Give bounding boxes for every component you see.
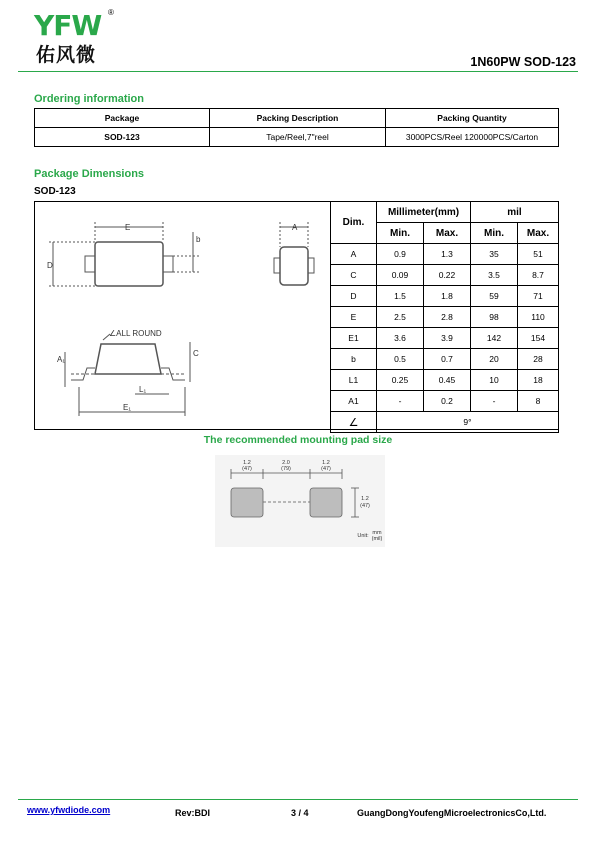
package-subheading: SOD-123 xyxy=(34,186,76,197)
label-all-round: ∠ALL ROUND xyxy=(109,329,162,338)
mil-min-cell: 98 xyxy=(471,307,518,328)
ordering-col-quantity: Packing Quantity xyxy=(386,109,559,128)
dimensions-table xyxy=(330,201,559,433)
mm-max-cell: 0.7 xyxy=(424,349,471,370)
dim-header: Dim. xyxy=(331,202,377,244)
label-A: A xyxy=(292,223,298,232)
mm-max-cell: 0.2 xyxy=(424,391,471,412)
mil-max-cell: 8 xyxy=(518,391,559,412)
label-C: C xyxy=(193,349,199,358)
dim-row-A xyxy=(331,244,559,265)
dim-row-D xyxy=(331,286,559,307)
dim-row-angle xyxy=(331,412,559,433)
mm-min-cell: 3.6 xyxy=(377,328,424,349)
pad-height-mil: (47) xyxy=(360,503,370,509)
unit-bottom: (mil) xyxy=(371,536,383,542)
footer-divider xyxy=(18,799,578,800)
dim-row-E xyxy=(331,307,559,328)
top-view-body xyxy=(95,242,163,286)
dim-cell: E xyxy=(331,307,377,328)
mil-min-cell: - xyxy=(471,391,518,412)
dim-row-C xyxy=(331,265,559,286)
mm-max-cell: 1.8 xyxy=(424,286,471,307)
mm-min-cell: 0.25 xyxy=(377,370,424,391)
logo-registered-mark: ® xyxy=(108,8,114,17)
mounting-heading: The recommended mounting pad size xyxy=(203,434,393,446)
mil-max-cell: 154 xyxy=(518,328,559,349)
mil-max-header: Max. xyxy=(518,223,559,244)
mil-min-cell: 142 xyxy=(471,328,518,349)
mounting-pad-drawing xyxy=(215,455,385,547)
top-view-lead-left xyxy=(85,256,95,272)
mil-header: mil xyxy=(471,202,559,223)
label-D: D xyxy=(47,261,53,270)
page-number: 3 / 4 xyxy=(291,808,309,818)
mm-min-cell: - xyxy=(377,391,424,412)
package-outline-drawing xyxy=(35,202,329,428)
mm-min-cell: 0.5 xyxy=(377,349,424,370)
angle-symbol: ∠ xyxy=(331,412,377,433)
millimeter-header: Millimeter(mm) xyxy=(377,202,471,223)
dim-row-b xyxy=(331,349,559,370)
ordering-table xyxy=(34,108,559,147)
mil-min-cell: 59 xyxy=(471,286,518,307)
mil-max-cell: 28 xyxy=(518,349,559,370)
dim-cell: A xyxy=(331,244,377,265)
dim-cell: b xyxy=(331,349,377,370)
ordering-header-row xyxy=(35,109,559,128)
ordering-col-description: Packing Description xyxy=(210,109,386,128)
label-A1: A₁ xyxy=(57,355,66,364)
mil-min-cell: 10 xyxy=(471,370,518,391)
mm-max-cell: 3.9 xyxy=(424,328,471,349)
dim-cell: A1 xyxy=(331,391,377,412)
company-name: GuangDongYoufengMicroelectronicsCo,Ltd. xyxy=(357,808,547,818)
dim-row-A1 xyxy=(331,391,559,412)
ordering-col-package: Package xyxy=(35,109,210,128)
unit-label: Unit: xyxy=(357,533,369,539)
end-view-body xyxy=(280,247,308,285)
mil-min-header: Min. xyxy=(471,223,518,244)
unit-top: mm xyxy=(372,530,382,536)
dim-row-E1 xyxy=(331,328,559,349)
pad-width-right-mm: 1.2 xyxy=(322,460,330,466)
dim-cell: C xyxy=(331,265,377,286)
mil-max-cell: 8.7 xyxy=(518,265,559,286)
package-heading: Package Dimensions xyxy=(34,168,145,180)
mil-min-cell: 3.5 xyxy=(471,265,518,286)
mm-max-cell: 1.3 xyxy=(424,244,471,265)
ordering-heading: Ordering information xyxy=(34,93,144,105)
mil-max-cell: 71 xyxy=(518,286,559,307)
mm-min-header: Min. xyxy=(377,223,424,244)
ordering-cell-quantity: 3000PCS/Reel 120000PCS/Carton xyxy=(386,128,559,147)
mm-min-cell: 0.09 xyxy=(377,265,424,286)
label-b: b xyxy=(196,235,201,244)
ordering-row xyxy=(35,128,559,147)
revision: Rev:BDI xyxy=(175,808,211,818)
dim-cell: L1 xyxy=(331,370,377,391)
mil-min-cell: 35 xyxy=(471,244,518,265)
label-L1: L₁ xyxy=(139,385,147,394)
pad-width-mil: (47) xyxy=(242,466,252,472)
pad-left xyxy=(231,488,263,517)
pad-width-right-mil: (47) xyxy=(321,466,331,472)
pad-gap-mil: (79) xyxy=(281,466,291,472)
logo: YFW xyxy=(34,9,102,42)
mm-max-cell: 0.22 xyxy=(424,265,471,286)
pad-width-mm: 1.2 xyxy=(243,460,251,466)
mm-max-header: Max. xyxy=(424,223,471,244)
ordering-cell-description: Tape/Reel,7"reel xyxy=(210,128,386,147)
pad-height-mm: 1.2 xyxy=(361,496,369,502)
side-view-body xyxy=(95,344,161,374)
mil-max-cell: 51 xyxy=(518,244,559,265)
document-title: 1N60PW SOD-123 xyxy=(470,55,576,69)
website-link[interactable]: www.yfwdiode.com xyxy=(27,805,111,815)
mm-min-cell: 0.9 xyxy=(377,244,424,265)
mm-max-cell: 0.45 xyxy=(424,370,471,391)
dim-row-L1 xyxy=(331,370,559,391)
pad-right xyxy=(310,488,342,517)
label-E: E xyxy=(125,223,131,232)
mil-max-cell: 18 xyxy=(518,370,559,391)
mm-max-cell: 2.8 xyxy=(424,307,471,328)
top-view-lead-right xyxy=(163,256,173,272)
dim-cell: E1 xyxy=(331,328,377,349)
header-divider xyxy=(18,71,578,72)
dim-cell: D xyxy=(331,286,377,307)
mil-max-cell: 110 xyxy=(518,307,559,328)
pad-gap-mm: 2.0 xyxy=(282,460,290,466)
label-E1: E₁ xyxy=(123,403,132,412)
mil-min-cell: 20 xyxy=(471,349,518,370)
mm-min-cell: 2.5 xyxy=(377,307,424,328)
angle-value: 9° xyxy=(377,412,559,433)
mm-min-cell: 1.5 xyxy=(377,286,424,307)
logo-chinese-name: 佑风微 xyxy=(36,44,97,66)
ordering-cell-package: SOD-123 xyxy=(35,128,210,147)
